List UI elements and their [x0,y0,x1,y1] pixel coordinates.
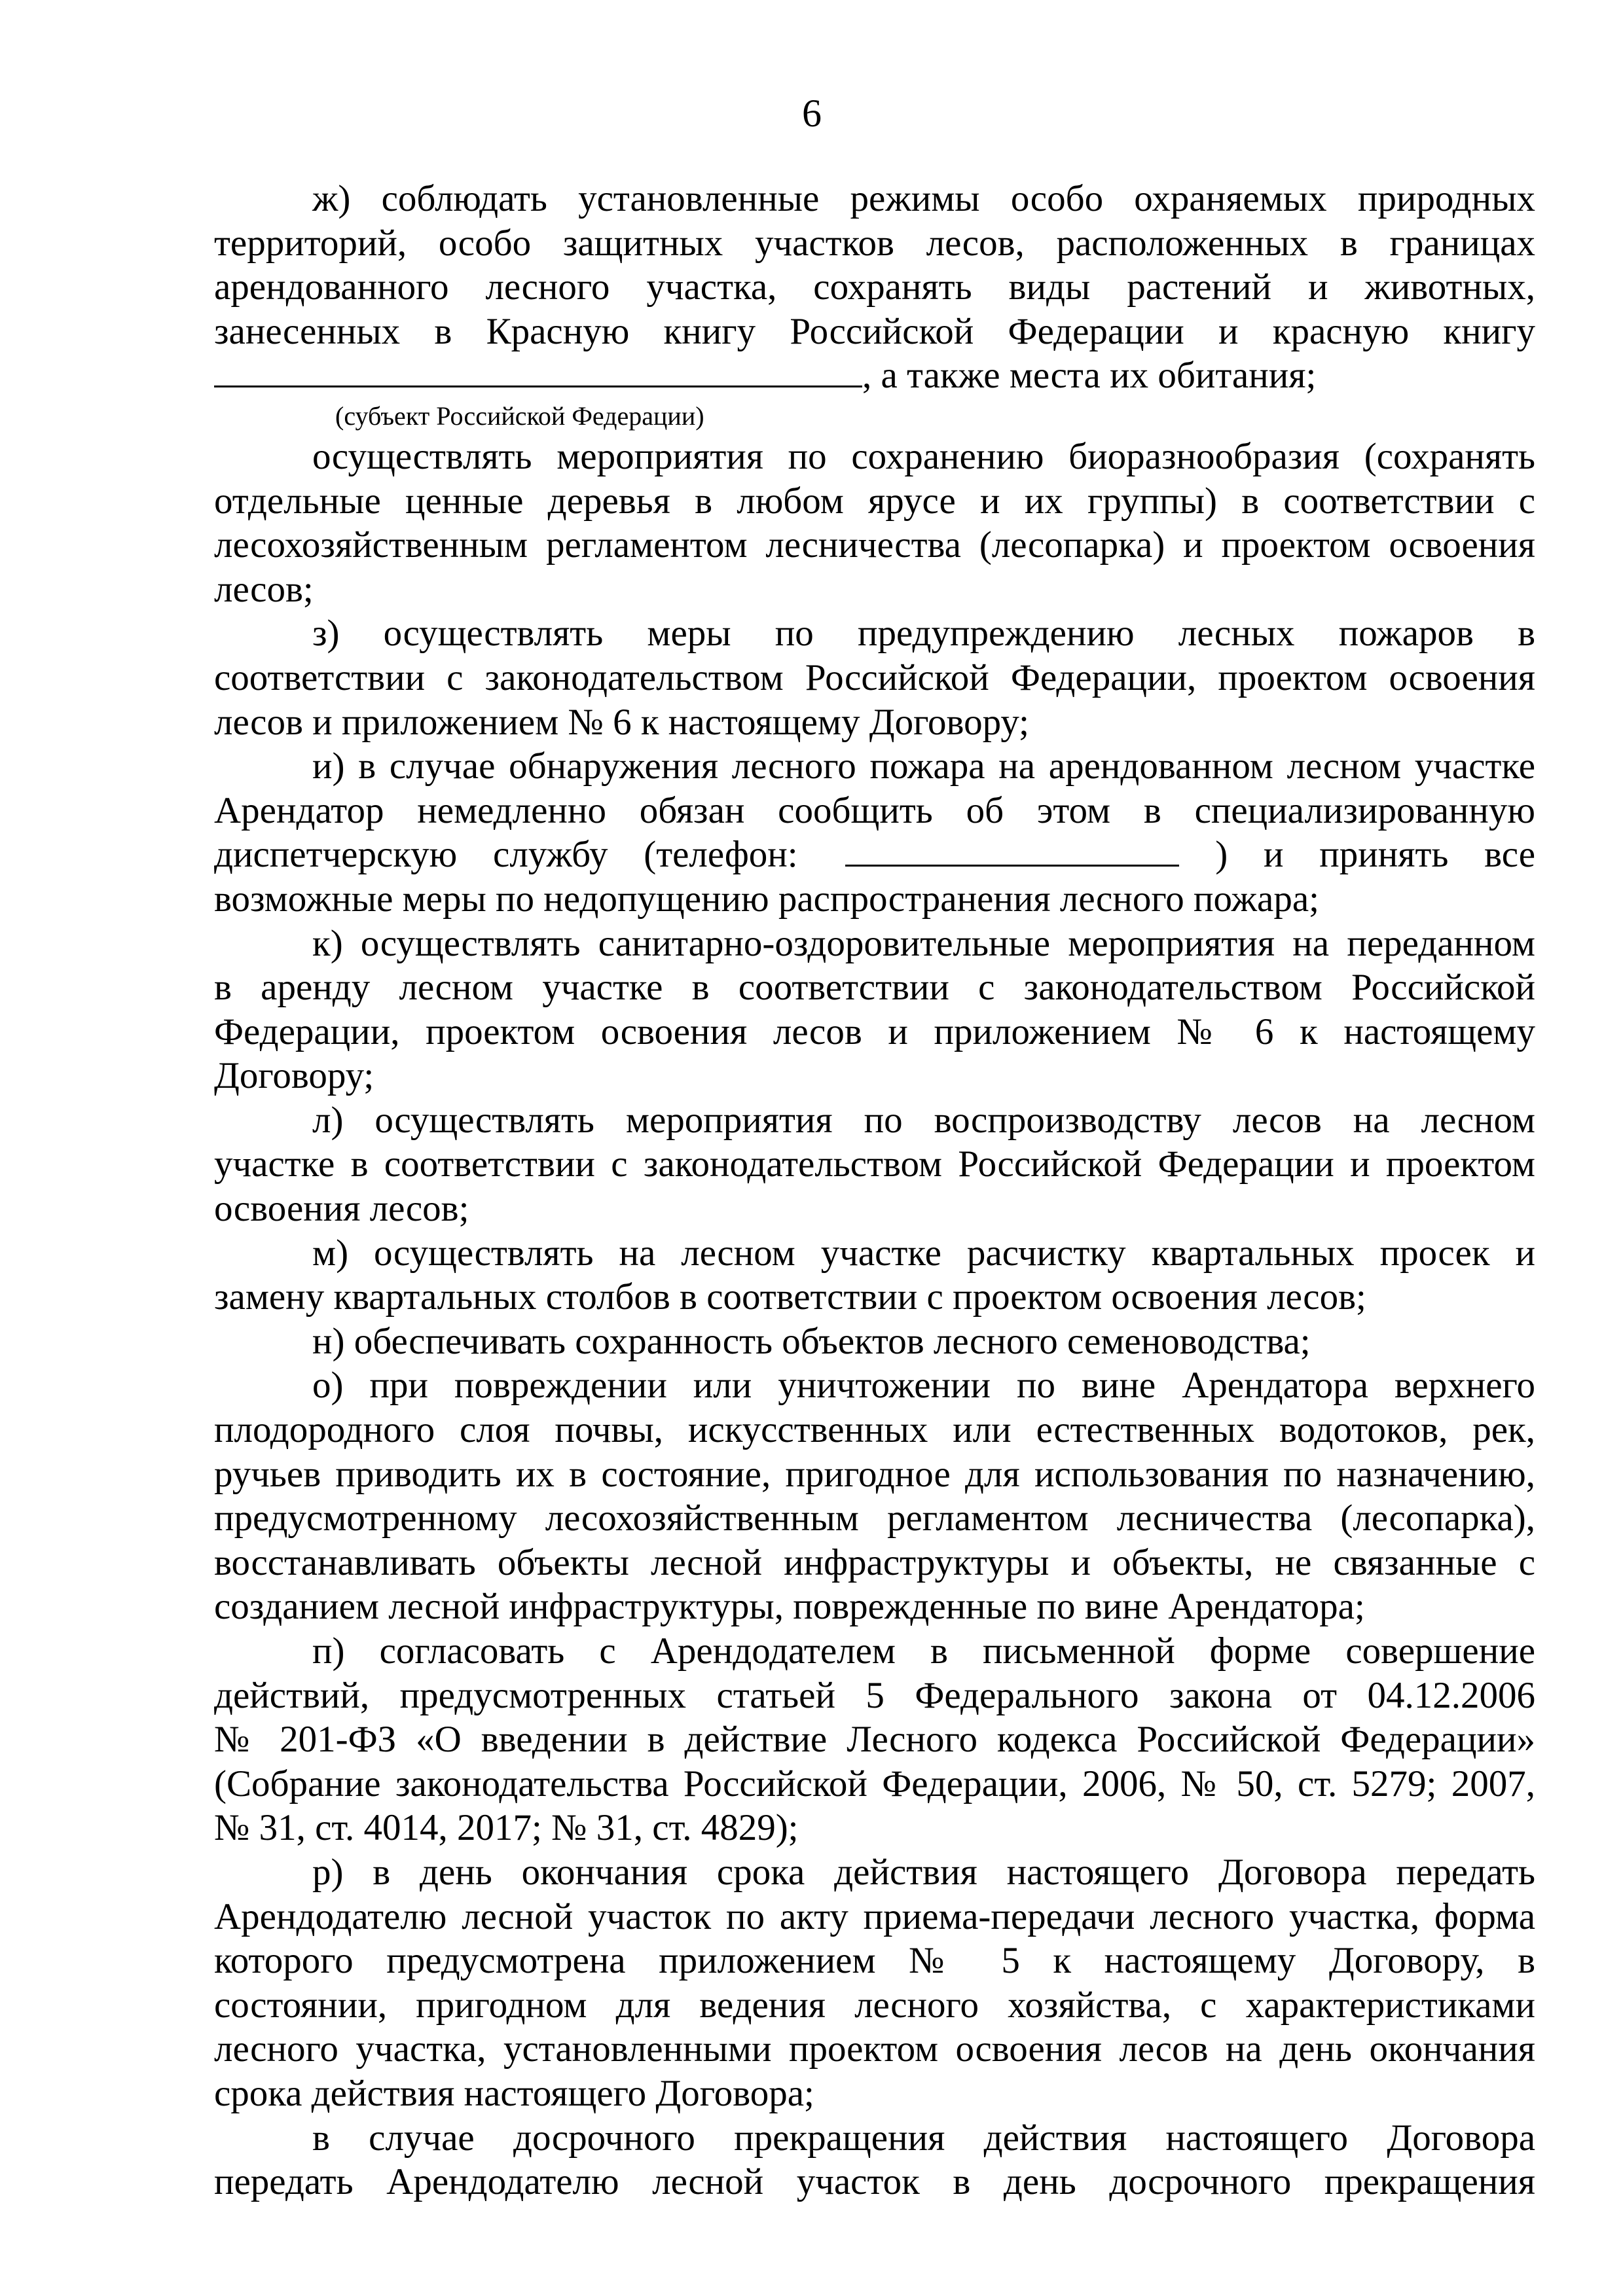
text-line: ж) соблюдать установленные режимы особо охраняемых природных [312,178,1535,219]
text-line: з) осуществлять меры по предупреждению лесных пожаров в [312,613,1535,655]
paragraph-item-p [214,1629,1535,1850]
text-line: № 31, ст. 4014, 2017; № 31, ст. 4829); [214,1807,799,1849]
text-line: арендованного лесного участка, сохранять виды растений и животных, [214,266,1535,308]
paragraph-item-k [214,922,1535,1098]
paragraph-item-r [214,1850,1535,2116]
fill-in-blank-subject [214,354,862,387]
text-line: плодородного слоя почвы, искусственных или естественных водотоков, рек, [214,1409,1535,1451]
document-body [214,177,1535,2204]
text-line: освоения лесов; [214,1188,469,1230]
text-line: занесенных в Красную книгу Российской Федерации и красную книгу [214,310,1535,352]
text-line: передать Арендодателю лесной участок в день досрочного прекращения [214,2161,1535,2203]
phone-line-end: ) и принять все [1215,834,1535,876]
paragraph-item-z [214,611,1535,744]
text-line: лесов и приложением № 6 к настоящему Договору; [214,701,1029,743]
paragraph-early-termination [214,2116,1535,2204]
page-number: 6 [802,92,822,135]
text-line: которого предусмотрена приложением № 5 к настоящему Договору, в [214,1940,1535,1982]
text-line: Арендатор немедленно обязан сообщить об этом в специализированную [214,789,1535,831]
text-line: замену квартальных столбов в соответствии с проектом освоения лесов; [214,1276,1366,1318]
text-line: отдельные ценные деревья в любом ярусе и их группы) в соответствии с [214,480,1535,522]
text-line: лесохозяйственным регламентом лесничества (лесопарка) и проектом освоения [214,524,1535,566]
text-line: в случае досрочного прекращения действия настоящего Договора [312,2117,1535,2159]
text-line: (Собрание законодательства Российской Федерации, 2006, № 50, ст. 5279; 2007, [214,1763,1535,1804]
phone-line-start: диспетчерскую службу (телефон: [214,834,798,876]
text-line: л) осуществлять мероприятия по воспроизводству лесов на лесном [312,1099,1535,1141]
text-line: и) в случае обнаружения лесного пожара на арендованном лесном участке [312,745,1535,787]
text-line: № 201-ФЗ «О введении в действие Лесного кодекса Российской Федерации» [214,1719,1535,1761]
text-line: осуществлять мероприятия по сохранению биоразнообразия (сохранять [312,435,1535,477]
text-line: п) согласовать с Арендодателем в письменной форме совершение [312,1630,1535,1672]
paragraph-item-o [214,1363,1535,1629]
text-line: Договору; [214,1055,374,1097]
text-line: соответствии с законодательством Российской Федерации, проектом освоения [214,656,1535,698]
paragraph-item-l [214,1098,1535,1231]
fill-in-blank-phone [845,833,1179,867]
text-line: лесов; [214,568,314,610]
text-line: предусмотренному лесохозяйственным регламентом лесничества (лесопарка), [214,1498,1535,1539]
text-line: к) осуществлять санитарно-оздоровительные мероприятия на переданном [312,922,1535,964]
paragraph-item-zh [214,177,1535,435]
paragraph-item-m [214,1231,1535,1319]
text-line: действий, предусмотренных статьей 5 Федерального закона от 04.12.2006 [214,1674,1535,1716]
text-line: созданием лесной инфраструктуры, поврежденные по вине Арендатора; [214,1586,1365,1628]
paragraph-item-i [214,744,1535,921]
text-line: лесного участка, установленными проектом освоения лесов на день окончания [214,2028,1535,2070]
blank-caption: (субъект Российской Федерации) [335,401,704,431]
text-line: срока действия настоящего Договора; [214,2072,814,2114]
text-line: Арендодателю лесной участок по акту приема-передачи лесного участка, форма [214,1895,1535,1937]
paragraph-item-n [214,1319,1535,1364]
text-line: восстанавливать объекты лесной инфраструктуры и объекты, не связанные с [214,1541,1535,1583]
text-line: территорий, особо защитных участков лесов, расположенных в границах [214,222,1535,264]
text-line: Федерации, проектом освоения лесов и приложением № 6 к настоящему [214,1011,1535,1052]
text-line: ручьев приводить их в состояние, пригодное для использования по назначению, [214,1453,1535,1495]
text-line-with-blank [214,353,1535,398]
text-line: возможные меры по недопущению распространения лесного пожара; [214,878,1319,920]
text-line-with-phone-blank [214,833,1535,877]
text-line: н) обеспечивать сохранность объектов лесного семеноводства; [312,1320,1311,1362]
text-line: состоянии, пригодном для ведения лесного хозяйства, с характеристиками [214,1984,1535,2026]
text-line: р) в день окончания срока действия настоящего Договора передать [312,1851,1535,1893]
paragraph-biodiversity [214,435,1535,611]
text-line: о) при повреждении или уничтожении по вине Арендатора верхнего [312,1365,1535,1407]
text-line: в аренду лесном участке в соответствии с законодательством Российской [214,967,1535,1009]
text-line: участке в соответствии с законодательством Российской Федерации и проектом [214,1143,1535,1185]
text-line: м) осуществлять на лесном участке расчистку квартальных просек и [312,1232,1535,1274]
text-after-blank: , а также места их обитания; [862,355,1317,397]
